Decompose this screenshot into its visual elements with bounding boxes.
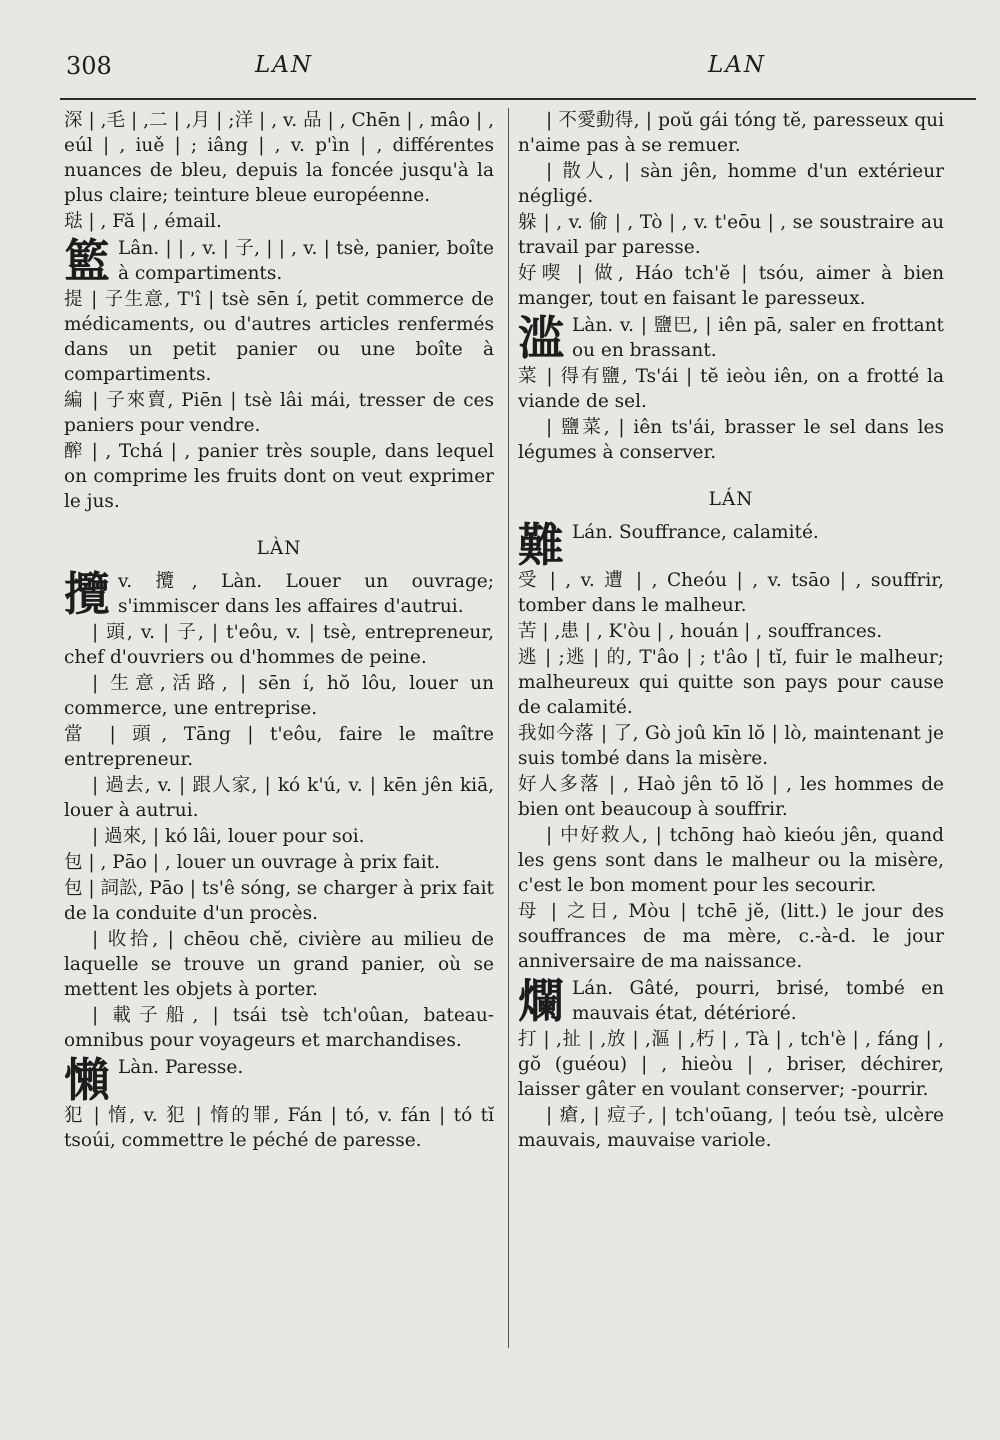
entry-text: Lân. | | , v. | 子, | | , v. | tsè, panier, boîte à compartiments. — [118, 238, 494, 284]
dictionary-entry — [64, 671, 494, 721]
entry-text: | 過去, v. | 跟人家, | kó k'ú, v. | kēn jên kiā, louer à autrui. — [64, 775, 494, 821]
dictionary-entry — [64, 722, 494, 772]
entry-text: 好人多落 | , Haò jên tō lŏ | , les hommes de bien ont beaucoup à souffrir. — [518, 774, 944, 820]
entry-headword: 攬 — [64, 567, 110, 621]
entry-text: | 收拾, | chēou chĕ, civière au milieu de laquelle se trouve un grand panier, où se mettent les objets à porter. — [64, 929, 494, 1000]
entry-text: | 生意,活路, | sēn í, hŏ lôu, louer un commerce, une entreprise. — [64, 673, 494, 719]
dictionary-entry — [518, 899, 944, 974]
dictionary-entry — [64, 287, 494, 387]
column-divider — [508, 108, 509, 1348]
entry-text: 逃 | ;逃 | 的, T'âo | ; t'âo | tĭ, fuir le malheur; malheureux qui quitte son pays pour cause de calamité. — [518, 647, 944, 718]
entry-text: 打 | ,扯 | ,放 | ,漚 | ,朽 | , Tà | , tch'è | , fáng | , gŏ (guéou) | , hieòu | , briser, déchirer, laisser gâter en voulant conserver; -pourrir. — [518, 1029, 944, 1100]
dictionary-entry — [64, 850, 494, 875]
entry-text: Lán. Gâté, pourri, brisé, tombé en mauvais état, détérioré. — [572, 978, 944, 1024]
entry-text: | 不愛動得, | poŭ gái tóng tĕ, paresseux qui n'aime pas à se remuer. — [518, 110, 944, 156]
running-head-right: LAN — [708, 52, 767, 78]
entry-text: 提 | 子生意, T'î | tsè sēn í, petit commerce de médicaments, ou d'autres articles renfermés dans un petit panier ou une boîte à compartiments. — [64, 289, 494, 385]
entry-text: v. 攬, Làn. Louer un ouvrage; s'immiscer dans les affaires d'autrui. — [118, 571, 494, 617]
entry-text: 編 | 子來賣, Piēn | tsè lâi mái, tresser de ces paniers pour vendre. — [64, 390, 494, 436]
page-number: 308 — [66, 52, 112, 80]
entry-headword: 爛 — [518, 974, 564, 1028]
dictionary-entry — [518, 976, 944, 1026]
entry-text: | 過來, | kó lâi, louer pour soi. — [92, 826, 365, 847]
left-column — [64, 108, 494, 1154]
dictionary-entry — [64, 876, 494, 926]
entry-text: 菜 | 得有鹽, Ts'ái | tĕ ieòu iên, on a frotté la viande de sel. — [518, 366, 944, 412]
dictionary-entry — [64, 620, 494, 670]
dictionary-entry — [518, 261, 944, 311]
entry-text: 醡 | , Tchá | , panier très souple, dans lequel on comprime les fruits dont on veut exprimer le jus. — [64, 441, 494, 512]
entry-text: 母 | 之日, Mòu | tchē jĕ, (litt.) le jour des souffrances de ma mère, c.-à-d. le jour anniversaire de ma naissance. — [518, 901, 944, 972]
entry-text: | 中好救人, | tchōng haò kieóu jên, quand les gens sont dans le malheur ou la misère, c'est le bon moment pour les secourir. — [518, 825, 944, 896]
entry-text: | 頭, v. | 子, | t'eôu, v. | tsè, entrepreneur, chef d'ouvriers ou d'hommes de peine. — [64, 622, 494, 668]
running-head-left: LAN — [255, 52, 314, 78]
entry-text: 我如今落 | 了, Gò joû kīn lŏ | lò, maintenant je suis tombé dans la misère. — [518, 723, 944, 769]
entry-text: | 瘡, | 痘子, | tch'oūang, | teóu tsè, ulcère mauvais, mauvaise variole. — [518, 1105, 944, 1151]
dictionary-entry — [518, 364, 944, 414]
entry-text: | 鹽菜, | iên ts'ái, brasser le sel dans les légumes à conserver. — [518, 417, 944, 463]
dictionary-entry — [518, 645, 944, 720]
dictionary-entry — [64, 569, 494, 619]
dictionary-entry — [518, 159, 944, 209]
dictionary-entry — [64, 209, 494, 234]
section-heading: LÁN — [708, 489, 754, 510]
dictionary-entry — [518, 1027, 944, 1102]
entry-text: | 散人, | sàn jên, homme d'un extérieur négligé. — [518, 161, 944, 207]
entry-text: Làn. Paresse. — [118, 1057, 244, 1078]
entry-text: 包 | , Pāo | , louer un ouvrage à prix fait. — [64, 852, 440, 873]
dictionary-entry — [518, 415, 944, 465]
entry-text: 受 | , v. 遭 | , Cheóu | , v. tsāo | , souffrir, tomber dans le malheur. — [518, 570, 944, 616]
entry-headword: 滥 — [518, 311, 564, 365]
entry-text: 琺 | , Fă | , émail. — [64, 211, 222, 232]
dictionary-entry — [518, 772, 944, 822]
dictionary-entry — [64, 824, 494, 849]
entry-text: 苦 | ,患 | , K'òu | , houán | , souffrances. — [518, 621, 883, 642]
entry-text: Lán. Souffrance, calamité. — [572, 522, 819, 543]
dictionary-entry — [518, 619, 944, 644]
dictionary-entry — [518, 721, 944, 771]
right-column — [518, 108, 944, 1154]
dictionary-entry — [64, 1053, 494, 1107]
entry-text: 好喫 | 做, Háo tch'ĕ | tsóu, aimer à bien manger, tout en faisant le paresseux. — [518, 263, 944, 309]
dictionary-entry — [64, 1003, 494, 1053]
dictionary-entry — [64, 1103, 494, 1153]
dictionary-entry — [64, 927, 494, 1002]
dictionary-entry — [64, 439, 494, 514]
dictionary-entry — [518, 210, 944, 260]
entry-text: Làn. v. | 鹽巴, | iên pā, saler en frottant ou en brassant. — [572, 315, 944, 361]
dictionary-entry — [518, 313, 944, 363]
entry-headword: 籃 — [64, 234, 110, 288]
dictionary-entry — [518, 823, 944, 898]
dictionary-entry — [518, 108, 944, 158]
entry-text: | 載子船, | tsái tsè tch'oûan, bateau-omnibus pour voyageurs et marchandises. — [64, 1005, 494, 1051]
entry-text: 躲 | , v. 偷 | , Tò | , v. t'eōu | , se soustraire au travail par paresse. — [518, 212, 944, 258]
entry-headword: 懶 — [64, 1053, 110, 1107]
dictionary-entry — [518, 1103, 944, 1153]
entry-text: 犯 | 惰, v. 犯 | 惰的罪, Fán | tó, v. fán | tó tĭ tsoúi, commettre le péché de paresse. — [64, 1105, 494, 1151]
section-heading: LÀN — [256, 538, 302, 559]
header-rule — [60, 98, 976, 100]
dictionary-entry — [64, 773, 494, 823]
entry-text: 包 | 詞訟, Pāo | ts'ê sóng, se charger à prix fait de la conduite d'un procès. — [64, 878, 494, 924]
dictionary-entry — [64, 236, 494, 286]
entry-text: 深 | ,毛 | ,二 | ,月 | ;洋 | , v. 品 | , Chēn | , mâo | , eúl | , iuě | ; iâng | , v. p'ìn | , différentes nuances de bleu, depuis la foncée jusqu'à la plus claire; teinture bleue européenne. — [64, 110, 494, 206]
dictionary-entry — [64, 388, 494, 438]
entry-headword: 難 — [518, 518, 564, 572]
entry-text: 當 | 頭, Tāng | t'eôu, faire le maître entrepreneur. — [64, 724, 494, 770]
dictionary-entry — [518, 568, 944, 618]
dictionary-entry — [64, 108, 494, 208]
dictionary-entry — [518, 518, 944, 572]
